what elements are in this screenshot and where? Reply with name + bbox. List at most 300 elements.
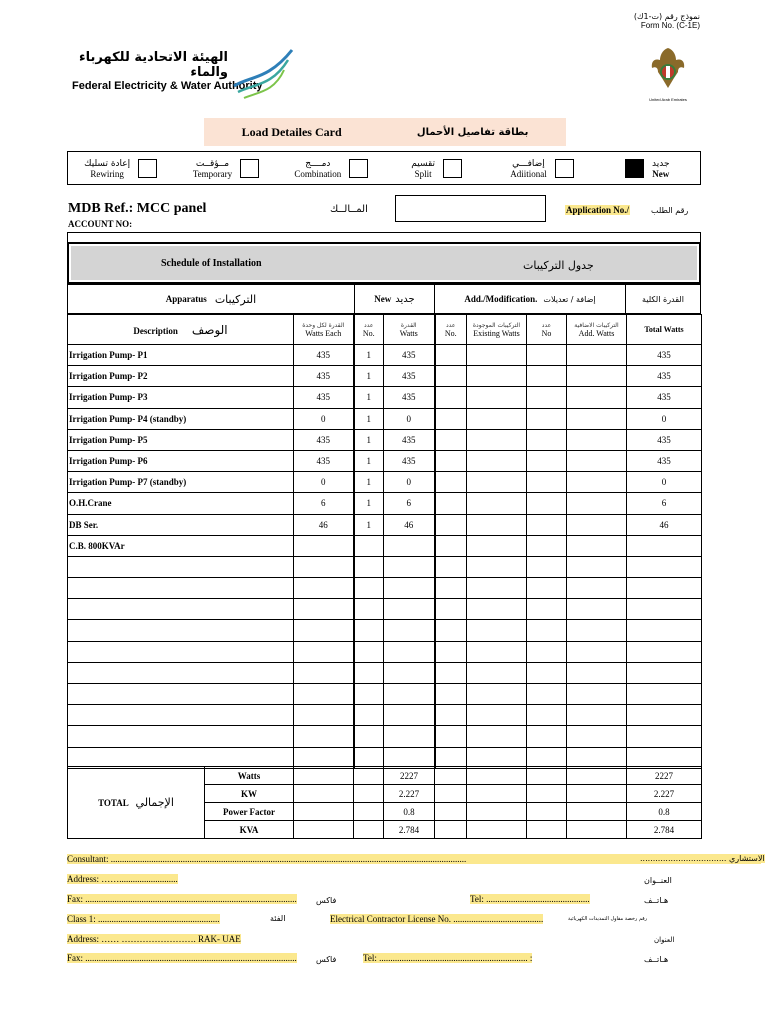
row-add-watts[interactable] (567, 493, 627, 514)
row-total-watts[interactable] (627, 535, 702, 556)
column-header-row (68, 315, 702, 345)
row-total-watts[interactable] (627, 599, 702, 620)
tel1-ar: هـاتــف (644, 896, 669, 905)
row-description[interactable]: Irrigation Pump- P7 (standby) (68, 472, 294, 493)
row-no3[interactable] (527, 429, 567, 450)
row-add-watts[interactable] (567, 387, 627, 408)
row-watts-each[interactable] (294, 535, 354, 556)
row-no[interactable]: 1 (354, 429, 384, 450)
divider (67, 232, 68, 242)
watts-header (384, 315, 435, 345)
add-header-ar: إضافة / تعديلات (543, 294, 596, 304)
row-watts-each[interactable] (294, 620, 354, 641)
totals-no3[interactable] (527, 803, 567, 821)
option-split-ar: تقسيم (411, 158, 436, 169)
row-watts-each[interactable]: 435 (294, 450, 354, 471)
totals-metric-label: KVA (205, 821, 294, 839)
row-no3[interactable] (527, 535, 567, 556)
totals-no3[interactable] (527, 767, 567, 785)
row-description[interactable]: Irrigation Pump- P4 (standby) (68, 408, 294, 429)
totals-no3[interactable] (527, 785, 567, 803)
row-no2[interactable] (435, 620, 467, 641)
totals-no2[interactable] (435, 767, 467, 785)
table-row (68, 493, 702, 514)
new-header-ar: جديد (395, 293, 415, 305)
row-no[interactable]: 1 (354, 408, 384, 429)
wave-logo-icon (232, 46, 294, 100)
row-add-watts[interactable] (567, 641, 627, 662)
row-no2[interactable] (435, 578, 467, 599)
row-add-watts[interactable] (567, 599, 627, 620)
row-no[interactable]: 1 (354, 472, 384, 493)
totals-existing[interactable] (467, 821, 527, 839)
row-no2[interactable] (435, 662, 467, 683)
row-existing-watts[interactable] (467, 599, 527, 620)
row-no2[interactable] (435, 493, 467, 514)
option-combination-en: Combination (294, 168, 342, 179)
option-new[interactable] (595, 152, 700, 184)
row-watts-each[interactable]: 435 (294, 366, 354, 387)
row-watts[interactable]: 435 (384, 366, 435, 387)
row-total-watts[interactable]: 435 (627, 387, 702, 408)
option-temporary-en: Temporary (192, 168, 233, 179)
account-no-label: ACCOUNT NO: (68, 219, 133, 229)
totals-add[interactable] (567, 803, 627, 821)
row-no2[interactable] (435, 641, 467, 662)
row-watts[interactable] (384, 556, 435, 577)
row-no[interactable] (354, 641, 384, 662)
totals-no[interactable] (354, 821, 384, 839)
row-no[interactable] (354, 662, 384, 683)
row-description[interactable] (68, 662, 294, 683)
row-add-watts[interactable] (567, 366, 627, 387)
no-header-en: No. (362, 328, 375, 338)
form-number-en: Form No. (C-1E) (640, 21, 700, 30)
row-total-watts[interactable] (627, 641, 702, 662)
row-existing-watts[interactable] (467, 472, 527, 493)
row-no2[interactable] (435, 408, 467, 429)
rewiring-checkbox[interactable] (138, 159, 157, 178)
row-watts[interactable] (384, 641, 435, 662)
option-rewiring[interactable] (68, 152, 173, 184)
row-watts-each[interactable] (294, 726, 354, 747)
consultant-label: Consultant: .............................................................................................................................................................. (67, 854, 467, 864)
row-watts[interactable]: 435 (384, 429, 435, 450)
totals-add[interactable] (567, 767, 627, 785)
fax2-line[interactable]: Fax: .............................................................................................. (67, 953, 297, 963)
authority-name-en: Federal Electricity & Water Authority (72, 80, 263, 92)
row-watts-each[interactable] (294, 662, 354, 683)
class-line[interactable]: Class 1: ...................................................... (67, 914, 220, 924)
row-no3[interactable] (527, 514, 567, 535)
row-total-watts[interactable]: 435 (627, 345, 702, 366)
row-no[interactable] (354, 684, 384, 705)
row-existing-watts[interactable] (467, 620, 527, 641)
address1-ar: العنــوان (644, 876, 672, 885)
row-add-watts[interactable] (567, 684, 627, 705)
row-watts[interactable] (384, 705, 435, 726)
request-type-row (67, 151, 701, 185)
totals-no[interactable] (354, 803, 384, 821)
row-total-watts[interactable] (627, 556, 702, 577)
row-no[interactable] (354, 705, 384, 726)
row-description[interactable]: Irrigation Pump- P2 (68, 366, 294, 387)
row-no[interactable]: 1 (354, 514, 384, 535)
row-watts-each[interactable]: 46 (294, 514, 354, 535)
row-watts[interactable] (384, 662, 435, 683)
row-watts[interactable]: 0 (384, 408, 435, 429)
row-existing-watts[interactable] (467, 705, 527, 726)
totals-no3[interactable] (527, 821, 567, 839)
row-total-watts[interactable]: 6 (627, 493, 702, 514)
row-no2[interactable] (435, 599, 467, 620)
option-split[interactable] (384, 152, 489, 184)
row-add-watts[interactable] (567, 345, 627, 366)
row-watts[interactable]: 435 (384, 450, 435, 471)
row-no[interactable]: 1 (354, 345, 384, 366)
row-total-watts[interactable] (627, 662, 702, 683)
row-existing-watts[interactable] (467, 556, 527, 577)
row-existing-watts[interactable] (467, 345, 527, 366)
row-watts[interactable] (384, 684, 435, 705)
row-existing-watts[interactable] (467, 408, 527, 429)
row-existing-watts[interactable] (467, 662, 527, 683)
mdb-ref: MDB Ref.: MCC panel (68, 201, 207, 216)
totals-existing[interactable] (467, 785, 527, 803)
option-split-en: Split (414, 168, 432, 179)
row-no3[interactable] (527, 599, 567, 620)
row-description[interactable] (68, 726, 294, 747)
row-no[interactable] (354, 535, 384, 556)
row-watts-each[interactable] (294, 641, 354, 662)
no-header-ar: عدد (364, 321, 374, 329)
totals-no2[interactable] (435, 821, 467, 839)
row-no[interactable] (354, 556, 384, 577)
row-no3[interactable] (527, 684, 567, 705)
totals-watts-each[interactable] (294, 785, 354, 803)
add-watts-header-ar: التركيبات الاضافية (574, 321, 619, 329)
section-header-row (67, 284, 701, 314)
row-watts-each[interactable]: 0 (294, 408, 354, 429)
option-temporary[interactable] (173, 152, 278, 184)
row-description[interactable] (68, 705, 294, 726)
row-total-watts[interactable]: 435 (627, 366, 702, 387)
table-row (68, 556, 702, 577)
divider (700, 232, 701, 242)
row-total-watts[interactable]: 46 (627, 514, 702, 535)
option-new-en: New (652, 168, 670, 179)
description-header (68, 315, 294, 345)
row-description[interactable]: Irrigation Pump- P5 (68, 429, 294, 450)
table-row (68, 684, 702, 705)
row-no3[interactable] (527, 387, 567, 408)
table-row (68, 726, 702, 747)
row-add-watts[interactable] (567, 408, 627, 429)
row-description[interactable]: Irrigation Pump- P6 (68, 450, 294, 471)
row-watts[interactable]: 6 (384, 493, 435, 514)
row-existing-watts[interactable] (467, 684, 527, 705)
row-total-watts[interactable]: 0 (627, 408, 702, 429)
row-no[interactable]: 1 (354, 450, 384, 471)
row-existing-watts[interactable] (467, 514, 527, 535)
row-total-watts[interactable]: 435 (627, 429, 702, 450)
table-row (68, 366, 702, 387)
totals-no[interactable] (354, 785, 384, 803)
row-watts[interactable]: 46 (384, 514, 435, 535)
additional-checkbox[interactable] (555, 159, 574, 178)
row-add-watts[interactable] (567, 535, 627, 556)
row-no[interactable]: 1 (354, 387, 384, 408)
row-description[interactable] (68, 599, 294, 620)
address1-line[interactable]: Address: …….......................... (67, 874, 178, 884)
total-header-ar: القدرة الكلية (642, 294, 684, 304)
totals-add[interactable] (567, 821, 627, 839)
row-existing-watts[interactable] (467, 493, 527, 514)
row-no3[interactable] (527, 345, 567, 366)
class-ar: الفئة (270, 914, 286, 923)
row-add-watts[interactable] (567, 514, 627, 535)
row-no2[interactable] (435, 705, 467, 726)
row-watts-each[interactable] (294, 556, 354, 577)
total-label-en: TOTAL (98, 798, 129, 808)
row-watts-each[interactable]: 0 (294, 472, 354, 493)
row-watts-each[interactable]: 435 (294, 387, 354, 408)
row-total-watts[interactable] (627, 726, 702, 747)
row-existing-watts[interactable] (467, 726, 527, 747)
row-watts-each[interactable]: 6 (294, 493, 354, 514)
row-existing-watts[interactable] (467, 366, 527, 387)
apparatus-en: Apparatus (165, 294, 207, 304)
row-add-watts[interactable] (567, 662, 627, 683)
table-row (68, 472, 702, 493)
row-watts-each[interactable] (294, 599, 354, 620)
table-row (68, 514, 702, 535)
application-no-ar: رقم الطلب (651, 206, 689, 215)
application-no-label: Application No./ (566, 205, 630, 215)
row-no3[interactable] (527, 408, 567, 429)
address2-line[interactable]: Address: …… ……………………. RAK- UAE (67, 934, 241, 944)
row-no3[interactable] (527, 641, 567, 662)
row-description[interactable]: DB Ser. (68, 514, 294, 535)
row-total-watts[interactable] (627, 684, 702, 705)
table-row (68, 535, 702, 556)
row-description[interactable] (68, 556, 294, 577)
license-line[interactable]: Electrical Contractor License No. ........................................ (330, 914, 544, 924)
totals-grand-value: 2227 (627, 767, 702, 785)
row-no2[interactable] (435, 387, 467, 408)
option-rewiring-en: Rewiring (90, 168, 124, 179)
tel2-ar: هـاتــف (644, 955, 669, 964)
add-watts-header-en: Add. Watts (578, 328, 615, 338)
totals-watts-each[interactable] (294, 821, 354, 839)
table-row (68, 429, 702, 450)
watts-each-header-en: Watts Each (305, 328, 342, 338)
row-add-watts[interactable] (567, 705, 627, 726)
row-add-watts[interactable] (567, 472, 627, 493)
row-total-watts[interactable]: 0 (627, 472, 702, 493)
row-description[interactable]: Irrigation Pump- P3 (68, 387, 294, 408)
totals-no2[interactable] (435, 785, 467, 803)
row-add-watts[interactable] (567, 429, 627, 450)
description-header-en: Description (133, 325, 178, 336)
new-checkbox[interactable] (625, 159, 644, 178)
option-additional-en: Adiitional (510, 168, 547, 179)
row-description[interactable]: C.B. 800KVAr (68, 535, 294, 556)
authority-name-ar: الهيئة الاتحادية للكهرباء والماء (79, 50, 228, 80)
totals-new-value: 2.227 (384, 785, 435, 803)
total-label (68, 767, 205, 839)
option-new-ar: جديد (652, 158, 670, 169)
fax1-line[interactable]: Fax: .............................................................................................. (67, 894, 297, 904)
row-watts[interactable] (384, 620, 435, 641)
row-existing-watts[interactable] (467, 641, 527, 662)
fax2-ar: فاكس (316, 955, 337, 964)
row-no[interactable] (354, 578, 384, 599)
row-watts[interactable] (384, 535, 435, 556)
row-no3[interactable] (527, 556, 567, 577)
license-ar: رقم رخصة مقاول التمديدات الكهربائية (568, 916, 648, 922)
option-additional[interactable] (489, 152, 594, 184)
totals-existing[interactable] (467, 803, 527, 821)
totals-existing[interactable] (467, 767, 527, 785)
row-watts[interactable]: 0 (384, 472, 435, 493)
row-no3[interactable] (527, 450, 567, 471)
table-row (68, 662, 702, 683)
totals-row (68, 767, 702, 785)
row-no[interactable] (354, 620, 384, 641)
totals-grand-value: 2.784 (627, 821, 702, 839)
falcon-emblem-icon (648, 44, 688, 92)
card-title-bar (204, 118, 566, 146)
tel2-line[interactable]: Tel: .................................................................. : (363, 953, 533, 963)
divider (67, 232, 701, 233)
schedule-header (67, 242, 701, 284)
installation-table (67, 314, 702, 769)
option-temporary-ar: مــؤقــت (195, 158, 230, 169)
row-no2[interactable] (435, 450, 467, 471)
option-additional-ar: إضافـــي (512, 158, 545, 169)
combination-checkbox[interactable] (349, 159, 368, 178)
table-row (68, 578, 702, 599)
form-number-ar: نموذج رقم (ت-1ك) (633, 12, 700, 21)
option-combination[interactable] (279, 152, 384, 184)
row-watts-each[interactable] (294, 684, 354, 705)
watts-each-header-ar: القدرة لكل وحدة (302, 321, 345, 329)
option-combination-ar: دمــــج (305, 158, 331, 169)
row-no3[interactable] (527, 578, 567, 599)
row-no[interactable] (354, 599, 384, 620)
row-no[interactable]: 1 (354, 366, 384, 387)
totals-watts-each[interactable] (294, 803, 354, 821)
row-watts-each[interactable]: 435 (294, 429, 354, 450)
row-existing-watts[interactable] (467, 450, 527, 471)
schedule-title-ar: جدول التركيبات (523, 259, 594, 272)
row-no3[interactable] (527, 493, 567, 514)
row-watts-each[interactable] (294, 705, 354, 726)
table-row (68, 620, 702, 641)
row-existing-watts[interactable] (467, 387, 527, 408)
row-add-watts[interactable] (567, 620, 627, 641)
row-watts-each[interactable] (294, 578, 354, 599)
apparatus-ar: التركيبات (214, 292, 257, 306)
row-no2[interactable] (435, 366, 467, 387)
row-watts[interactable] (384, 599, 435, 620)
row-description[interactable] (68, 578, 294, 599)
no3-header (527, 315, 567, 345)
add-watts-header (567, 315, 627, 345)
form-number (634, 12, 700, 30)
row-no[interactable]: 1 (354, 493, 384, 514)
schedule-title-en: Schedule of Installation (161, 258, 262, 269)
row-total-watts[interactable]: 435 (627, 450, 702, 471)
row-watts[interactable] (384, 726, 435, 747)
row-add-watts[interactable] (567, 726, 627, 747)
row-watts[interactable] (384, 578, 435, 599)
totals-metric-label: Power Factor (205, 803, 294, 821)
owner-input[interactable] (395, 195, 546, 222)
split-checkbox[interactable] (443, 159, 462, 178)
row-add-watts[interactable] (567, 556, 627, 577)
row-description[interactable]: Irrigation Pump- P1 (68, 345, 294, 366)
row-no3[interactable] (527, 726, 567, 747)
row-add-watts[interactable] (567, 450, 627, 471)
row-existing-watts[interactable] (467, 429, 527, 450)
row-no2[interactable] (435, 726, 467, 747)
row-total-watts[interactable] (627, 578, 702, 599)
totals-watts-each[interactable] (294, 767, 354, 785)
row-no2[interactable] (435, 429, 467, 450)
total-watts-header (627, 315, 702, 345)
card-title-ar: بطاقة تفاصيل الأحمال (416, 126, 529, 138)
row-watts[interactable]: 435 (384, 345, 435, 366)
totals-add[interactable] (567, 785, 627, 803)
totals-metric-label: Watts (205, 767, 294, 785)
totals-metric-label: KW (205, 785, 294, 803)
row-no3[interactable] (527, 705, 567, 726)
temporary-checkbox[interactable] (240, 159, 259, 178)
totals-no2[interactable] (435, 803, 467, 821)
no2-header-ar: عدد (446, 321, 456, 329)
row-no2[interactable] (435, 345, 467, 366)
tel1-line[interactable]: Tel: .............................................. (470, 894, 590, 904)
row-watts[interactable]: 435 (384, 387, 435, 408)
no2-header-en: No. (444, 328, 457, 338)
row-existing-watts[interactable] (467, 578, 527, 599)
row-no3[interactable] (527, 662, 567, 683)
row-description[interactable]: O.H.Crane (68, 493, 294, 514)
row-existing-watts[interactable] (467, 535, 527, 556)
row-no[interactable] (354, 726, 384, 747)
row-add-watts[interactable] (567, 578, 627, 599)
row-no3[interactable] (527, 620, 567, 641)
row-no2[interactable] (435, 514, 467, 535)
row-total-watts[interactable] (627, 705, 702, 726)
row-no3[interactable] (527, 472, 567, 493)
row-description[interactable] (68, 641, 294, 662)
card-title-en: Load Detailes Card (241, 124, 342, 139)
totals-no[interactable] (354, 767, 384, 785)
row-no3[interactable] (527, 366, 567, 387)
uae-label: United Arab Emirates (649, 97, 687, 102)
row-description[interactable] (68, 620, 294, 641)
row-total-watts[interactable] (627, 620, 702, 641)
row-no2[interactable] (435, 472, 467, 493)
row-description[interactable] (68, 684, 294, 705)
row-watts-each[interactable]: 435 (294, 345, 354, 366)
row-no2[interactable] (435, 556, 467, 577)
row-no2[interactable] (435, 535, 467, 556)
row-no2[interactable] (435, 684, 467, 705)
